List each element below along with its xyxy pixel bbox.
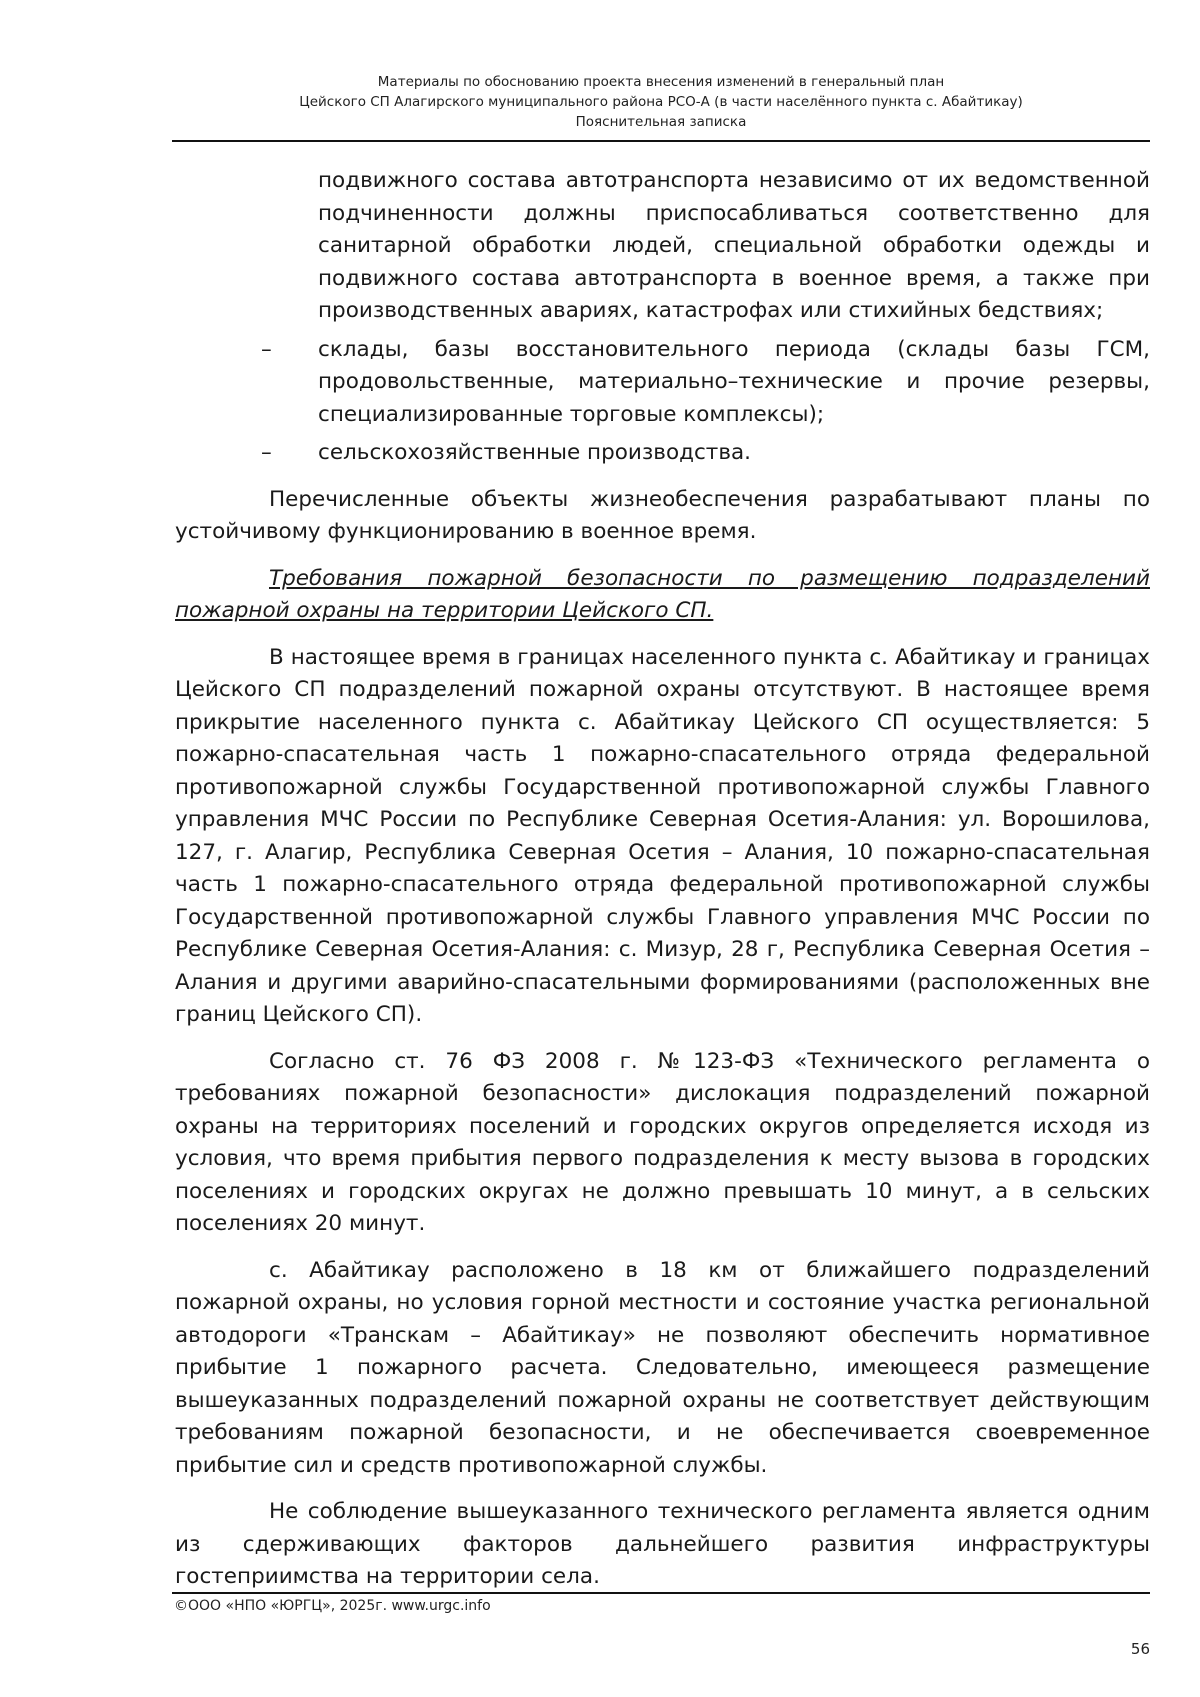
document-body xyxy=(175,165,1150,1594)
paragraph: Перечисленные объекты жизнеобеспечения разрабатывают планы по устойчивому функционированию в военное время. xyxy=(175,486,1150,544)
list-item-text: склады, базы восстановительного периода (склады базы ГСМ, продовольственные, материально–технические и прочие резервы, специализированные торговые комплексы); xyxy=(318,336,1150,427)
dash-bullet: – xyxy=(261,336,272,362)
paragraph: Не соблюдение вышеуказанного технического регламента является одним из сдерживающих факторов дальнейшего развития инфраструктуры гостеприимства на территории села. xyxy=(175,1499,1150,1589)
paragraph: В настоящее время в границах населенного пункта с. Абайтикау и границах Цейского СП подразделений пожарной охраны отсутствуют. В настоящее время прикрытие населенного пункта с. Абайтикау Цейского СП осуществляется: 5 пожарно-спасательная часть 1 пожарно-спасательного отряда федеральной противопожарной службы Государственной противопожарной службы Главного управления МЧС России по Республике Северная Осетия-Алания: ул. Ворошилова, 127, г. Алагир, Республика Северная Осетия – Алания, 10 пожарно-спасательная часть 1 пожарно-спасательного отряда федеральной противопожарной службы Государственной противопожарной службы Главного управления МЧС России по Республике Северная Осетия-Алания: с. Мизур, 28 г, Республика Северная Осетия – Алания и другими аварийно-спасательными формированиями (расположенных вне границ Цейского СП). xyxy=(175,644,1150,1027)
header-line-1: Материалы по обоснованию проекта внесения изменений в генеральный план xyxy=(377,74,945,90)
footer-copyright: ©ООО «НПО «ЮРГЦ», 2025г. www.urgc.info xyxy=(174,1598,491,1614)
dash-bullet: – xyxy=(261,440,272,465)
paragraph: с. Абайтикау расположено в 18 км от ближайшего подразделений пожарной охраны, но условия горной местности и состояние участка региональной автодороги «Транскам – Абайтикау» не позволяют обеспечить нормативное прибытие 1 пожарного расчета. Следовательно, имеющееся размещение вышеуказанных подразделений пожарной охраны не соответствует действующим требованиям пожарной безопасности, и не обеспечивается своевременное прибытие сил и средств противопожарной службы. xyxy=(175,1257,1150,1478)
list-continuation: подвижного состава автотранспорта независимо от их ведомственной подчиненности должны приспосабливаться соответственно для санитарной обработки людей, специальной обработки одежды и подвижного состава автотранспорта в военное время, а также при производственных авариях, катастрофах или стихийных бедствиях; xyxy=(318,168,1150,323)
header-line-3: Пояснительная записка xyxy=(575,114,747,130)
paragraph: Согласно ст. 76 ФЗ 2008 г. №123-ФЗ «Технического регламента о требованиях пожарной безопасности» дислокация подразделений пожарной охраны на территориях поселений и городских округов определяется исходя из условия, что время прибытия первого подразделения к месту вызова в городских поселениях и городских округах не должно превышать 10 минут, а в сельских поселениях 20 минут. xyxy=(175,1048,1150,1236)
list-item-text: сельскохозяйственные производства. xyxy=(318,440,752,465)
section-heading: Требования пожарной безопасности по размещению подразделений пожарной охраны на территории Цейского СП. xyxy=(175,565,1150,623)
page-header xyxy=(172,72,1150,132)
page-number: 56 xyxy=(1130,1640,1150,1658)
list-item xyxy=(175,334,1150,432)
footer-divider xyxy=(172,1592,1150,1594)
header-divider xyxy=(172,140,1150,142)
list-item xyxy=(175,437,1150,470)
header-line-2: Цейского СП Алагирского муниципального района РСО-А (в части населённого пункта с. Абайтикау) xyxy=(299,94,1023,110)
